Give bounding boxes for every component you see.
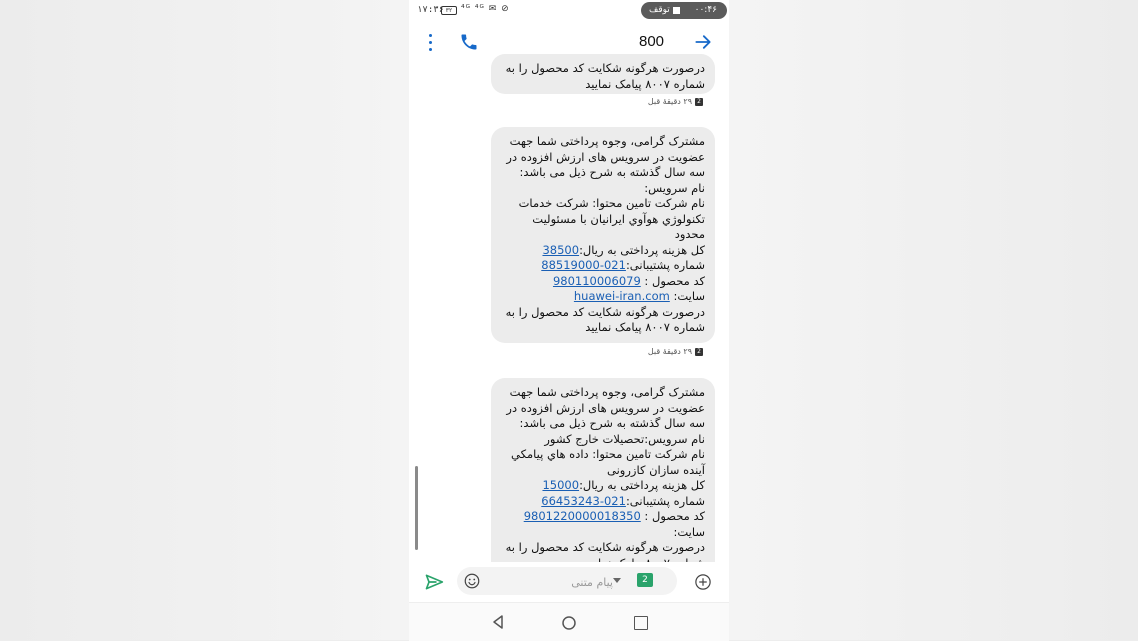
support-label: شماره پشتیبانی:: [625, 493, 705, 508]
message-timestamp: ۲۹ دقیقهٔ قبل: [647, 97, 692, 106]
recording-stop-label[interactable]: توقف: [649, 5, 670, 15]
code-label: کد محصول :: [640, 273, 705, 288]
status-bar: [409, 0, 729, 22]
product-code-link[interactable]: 980110006079: [552, 273, 641, 288]
message-line: تکنولوژي هوآوي ايرانيان با مسئوليت: [532, 211, 705, 226]
back-icon[interactable]: [491, 615, 505, 629]
sim-dropdown-caret-icon[interactable]: [613, 578, 621, 583]
more-options-icon[interactable]: [426, 34, 436, 52]
recent-apps-icon[interactable]: [634, 616, 648, 630]
support-label: شماره پشتیبانی:: [625, 258, 705, 272]
code-label: کد محصول :: [640, 509, 705, 523]
recording-time: ۰۰:۴۶: [694, 5, 717, 15]
support-line: [501, 494, 705, 510]
message-line: نام شرکت تامین محتوا: داده هاي پيامكي: [511, 447, 705, 461]
sim-badge: 2: [695, 98, 703, 106]
message-input-container[interactable]: [457, 567, 677, 595]
message-line: محدود: [674, 227, 705, 241]
contact-name: 800: [639, 33, 665, 50]
message-line: نام شرکت تامین محتوا: شرکت خدمات: [518, 196, 705, 210]
sim-selector[interactable]: 2: [637, 573, 653, 587]
message-bubble[interactable]: [491, 54, 715, 94]
message-line: مشترک گرامی، وجوه پرداختی شما جهت: [509, 385, 705, 399]
support-phone-link[interactable]: 021-66453243: [541, 493, 626, 508]
message-bubble[interactable]: [491, 127, 715, 343]
message-bubble[interactable]: [491, 378, 715, 578]
system-nav-bar: [409, 602, 729, 641]
sim-badge: 2: [695, 348, 703, 356]
arrow-forward-icon[interactable]: [693, 32, 713, 52]
stop-icon[interactable]: [673, 7, 680, 14]
cost-label: کل هزینه پرداختی به ریال:: [579, 478, 705, 492]
emoji-icon[interactable]: [463, 572, 481, 590]
status-icons: ⁴ᴳ ⁴ᴳ ✉ ⊘: [461, 4, 510, 14]
message-line: نام سرویس:تحصیلات خارج کشور: [544, 431, 705, 446]
home-icon[interactable]: [562, 616, 576, 630]
message-line: عضویت در سرویس های ارزش افزوده در: [506, 400, 705, 415]
cost-label: کل هزینه پرداختی به ریال:: [579, 242, 705, 257]
message-meta: [648, 347, 703, 356]
battery-icon: ۳۲: [441, 6, 457, 15]
code-line: [501, 274, 705, 290]
message-line: سه سال گذشته به شرح ذیل می باشد:: [519, 165, 705, 179]
code-line: [501, 509, 705, 525]
message-line: شماره ۸۰۰۷ پیامک نمایید: [585, 76, 705, 91]
site-line: [501, 289, 705, 305]
background-left: [0, 0, 409, 640]
message-timestamp: ۲۹ دقیقهٔ قبل: [647, 347, 692, 356]
status-time: ۱۷:۳۶: [417, 5, 445, 15]
message-input[interactable]: [485, 569, 615, 595]
message-line: مشترک گرامی، وجوه پرداختی شما جهت: [509, 134, 705, 148]
add-attachment-icon[interactable]: [694, 573, 712, 591]
background-right: [729, 0, 1138, 640]
site-line: سایت:: [673, 524, 705, 539]
cost-link[interactable]: 38500: [542, 242, 580, 257]
message-line: نام سرویس:: [644, 180, 705, 195]
message-line: درصورت هرگونه شکایت کد محصول را به: [505, 304, 705, 319]
screen-recording-pill[interactable]: [641, 2, 727, 19]
message-line: عضویت در سرویس های ارزش افزوده در: [506, 149, 705, 164]
scrollbar[interactable]: [415, 466, 418, 550]
message-line: شماره ۸۰۰۷ پیامک نمایید: [585, 320, 705, 334]
message-thread[interactable]: [409, 62, 729, 560]
support-line: [501, 258, 705, 274]
message-line: آینده سازان کازرونی: [607, 462, 705, 477]
send-icon[interactable]: [423, 572, 445, 592]
site-label: سایت:: [673, 289, 705, 303]
message-meta: [648, 97, 703, 106]
message-line: درصورت هرگونه شکایت کد محصول را به: [505, 61, 705, 75]
support-phone-link[interactable]: 021-88519000: [541, 258, 626, 272]
phone-screen: [409, 0, 729, 640]
cost-line: [501, 478, 705, 494]
message-line: سه سال گذشته به شرح ذیل می باشد:: [519, 416, 705, 430]
cost-line: [501, 243, 705, 259]
cost-link[interactable]: 15000: [542, 478, 580, 492]
website-link[interactable]: huawei-iran.com: [573, 289, 670, 303]
message-line: درصورت هرگونه شکایت کد محصول را به: [505, 540, 705, 554]
composer-bar: [409, 562, 729, 602]
product-code-link[interactable]: 9801220000018350: [523, 509, 641, 523]
call-icon[interactable]: [459, 32, 479, 52]
